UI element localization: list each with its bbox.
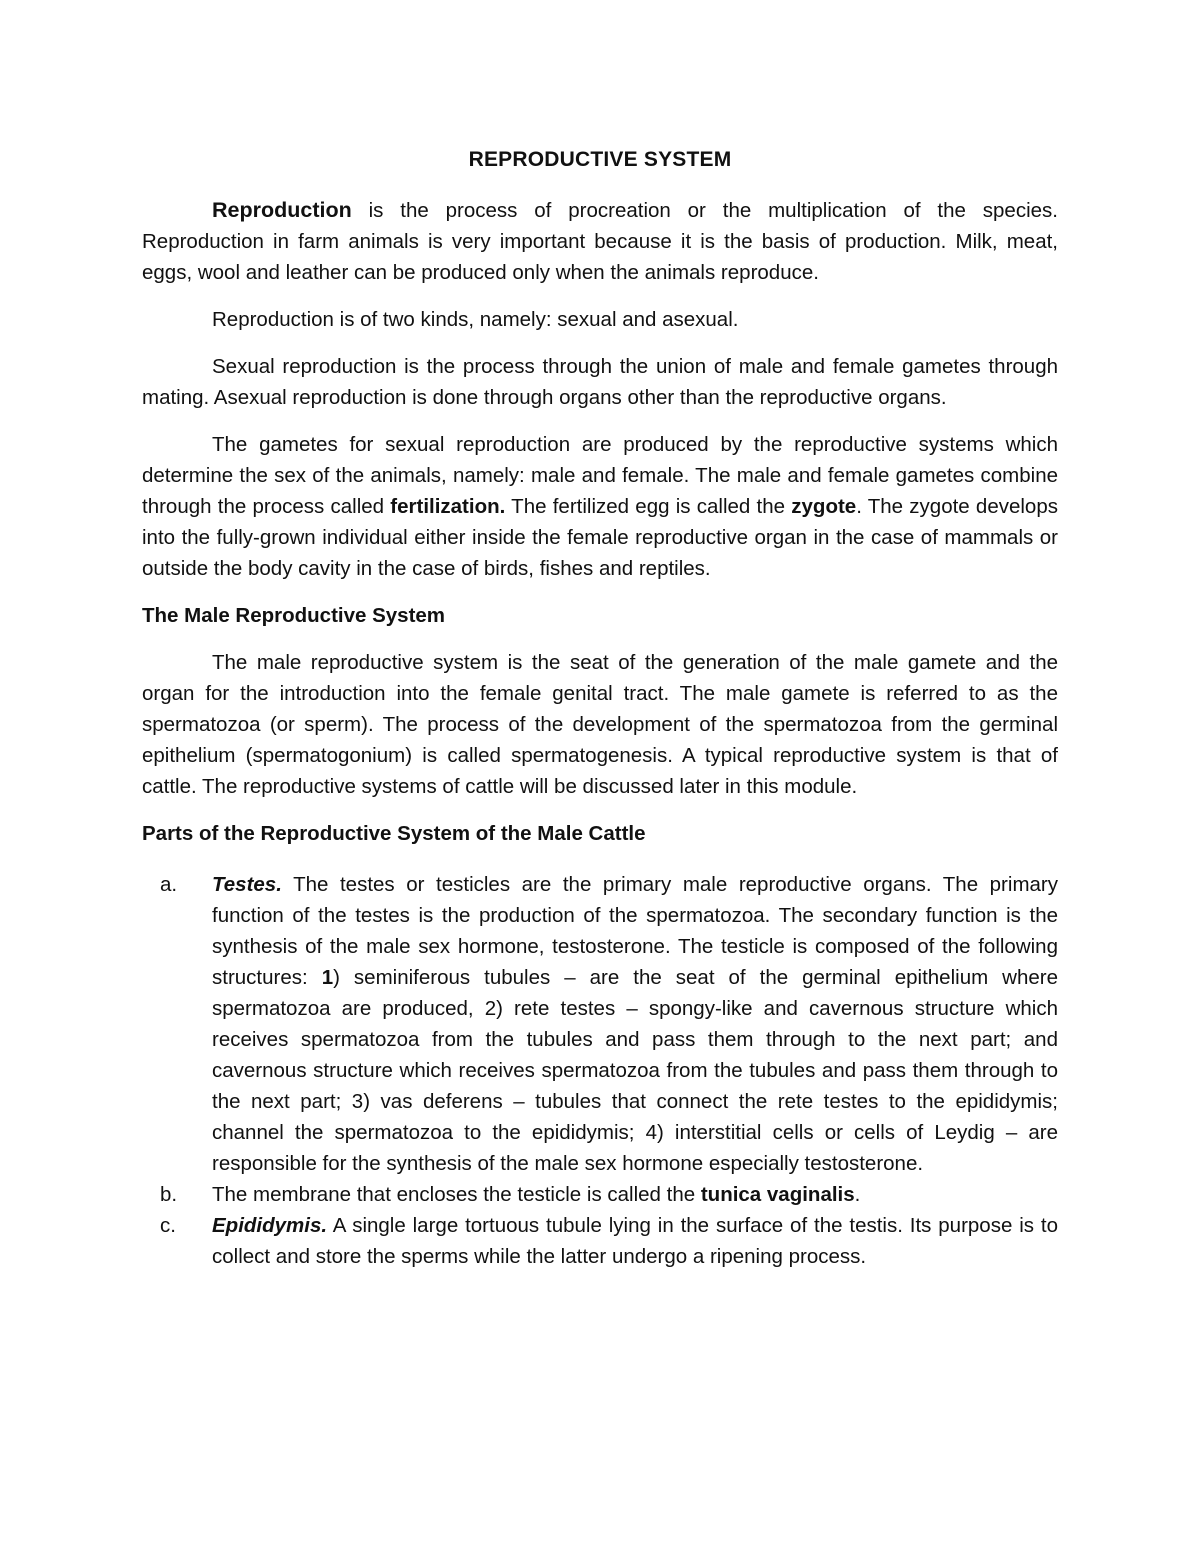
gametes-text-3: . The zygote develops into the fully-grown individual either inside the female reproductive organ in the case of mammals or outside the body cavity in the case of birds, fishes and reptiles. <box>142 495 1058 580</box>
list-item-testes <box>142 869 1058 1179</box>
list-marker: a. <box>160 873 178 896</box>
list-marker: b. <box>160 1183 178 1206</box>
testes-number: 1 <box>321 966 334 989</box>
intro-text: is the process of procreation or the multiplication of the species. Reproduction in farm animals is very important because it is the basis of production. Milk, meat, eggs, wool and leather can be produced only when the animals reproduce. <box>142 199 1058 284</box>
tunica-text: The membrane that encloses the testicle is called the <box>212 1183 701 1206</box>
male-system-heading: The Male Reproductive System <box>142 604 446 627</box>
testes-text: The testes or testicles are the primary male reproductive organs. The primary function of the testes is the production of the spermatozoa. The secondary function is the synthesis of the male sex hormone, testosterone. The testicle is composed of the following structures: <box>212 873 1058 989</box>
kinds-paragraph: Reproduction is of two kinds, namely: sexual and asexual. <box>212 308 739 331</box>
sexual-paragraph: Sexual reproduction is the process through the union of male and female gametes through mating. Asexual reproduction is done through organs other than the reproductive organs. <box>142 355 1058 409</box>
epididymis-term: Epididymis. <box>212 1214 328 1237</box>
zygote-term: zygote <box>791 495 857 518</box>
fertilization-term: fertilization. <box>390 495 506 518</box>
gametes-paragraph <box>142 429 1058 584</box>
testes-structures: ) seminiferous tubules – are the seat of the germinal epithelium where spermatozoa are produced, 2) rete testes – spongy-like and cavernous structure which receives spermatozoa from the tubules and pass them through to the next part; and cavernous structure which receives spermatozoa from the tubules and pass them through to the next part; 3) vas deferens – tubules that connect the rete testes to the epididymis; channel the spermatozoa to the epididymis; 4) interstitial cells or cells of Leydig – are responsible for the synthesis of the male sex hormone especially testosterone. <box>212 966 1059 1175</box>
intro-term: Reproduction <box>212 198 352 222</box>
tunica-end: . <box>854 1183 861 1206</box>
list-item-tunica <box>142 1179 1058 1210</box>
list-marker: c. <box>160 1214 176 1237</box>
male-system-paragraph: The male reproductive system is the seat of the generation of the male gamete and the organ for the introduction into the female genital tract. The male gamete is referred to as the spermatozoa (or sperm). The process of the development of the spermatozoa from the germinal epithelium (spermatogonium) is called spermatogenesis. A typical reproductive system is that of cattle. The reproductive systems of cattle will be discussed later in this module. <box>142 651 1058 798</box>
testes-term: Testes. <box>212 873 282 896</box>
document-body <box>142 144 1058 1272</box>
gametes-text-2: The fertilized egg is called the <box>505 495 792 518</box>
parts-heading: Parts of the Reproductive System of the Male Cattle <box>142 822 646 845</box>
gametes-text-1: The gametes for sexual reproduction are produced by the reproductive systems which determine the sex of the animals, namely: male and female. The male and female gametes combine through the process called <box>142 433 1058 518</box>
intro-paragraph <box>142 195 1058 288</box>
parts-list <box>142 869 1058 1272</box>
tunica-term: tunica vaginalis <box>700 1183 855 1206</box>
list-item-epididymis <box>142 1210 1058 1272</box>
epididymis-text: A single large tortuous tubule lying in the surface of the testis. Its purpose is to collect and store the sperms while the latter undergo a ripening process. <box>212 1214 1058 1268</box>
page-title: REPRODUCTIVE SYSTEM <box>468 148 732 171</box>
